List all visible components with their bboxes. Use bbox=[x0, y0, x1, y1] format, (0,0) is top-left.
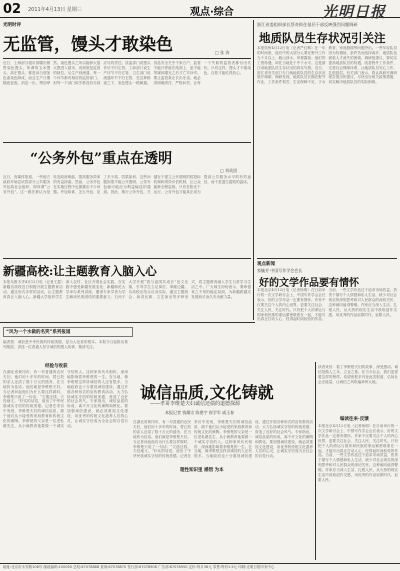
byline: □ 张 涛 bbox=[215, 50, 230, 55]
editor-note: 编者按：诚信是中华民族的传统美德，是为人处世的根本。本报今日起推出系列报道，讲述一位普通人坚守诚信的感人故事，敬请关注。 bbox=[3, 340, 128, 349]
column-tag: 光明时评 bbox=[3, 23, 21, 28]
article-body: 本报北京4月12日电（记者杨明）在日前举行的一次文学研讨会上，中国写作学会会长表示，好的文学作品一定要有情怀。作家不仅要关注个人的内心世界，更要关注社会、关注人民、关注时代。只有把个人的命运与国家和民族的命运紧密联系在一起，才能写出真正打动人心、经得起时间检验的作品。当前，一些文学作品过于追求市场效益，热衷于描写个人情感和私人生活，缺少对社会现实的深刻思考和对人民群众的深切关怀，这种倾向值得警惕。作家应当深入生活、扎根人民，从火热的现实生活中汲取创作灵感，用优秀的作品讴歌时代、讴歌人民。 bbox=[257, 288, 397, 322]
article-body: 本报杭州4月12日电（记者严红枫）在一年的时间里，他们中的大部分人要在野外工作九个月以上，跋山涉水，风餐露宿；他们的工资待遇，却在当地处于中下水平。这是浙江省地质队员生存状况的真实写照。近日，浙江省有关部门专门就地质队员的生存状况展开调研。调研发现，地质队员长期在野外作业，工作条件艰苦，生活保障不足，子女教育、家庭照顾等问题突出。一些年轻队员因为待遇低、条件苦而选择离开，地质队伍面临人才流失的困境。调研组建议，要切实提高地质队员的待遇，改善野外工作条件，完善社会保障体系，让地质队员安心工作、扎根基层。有关部门表示，将认真研究调研报告提出的建议，尽快出台相关政策措施，切实解决地质队员的实际困难。 bbox=[257, 46, 397, 85]
divider bbox=[257, 258, 397, 259]
subheading: 理性知识里 感悟 为本 bbox=[180, 468, 224, 473]
feature-headline: 诚信品质,文化铸就 bbox=[140, 383, 274, 402]
byline: □ 刘英团 bbox=[220, 168, 238, 173]
column-divider bbox=[315, 362, 316, 560]
article-body: 本报乌鲁木齐4月12日电（记者王瑟）新疆各高校近日积极开展主题教育活动，通过形式多样的活动，让主题教育真正入脑入心。新疆大学组织学生深入农村、社区开展社会实践，在实践中感受新疆发展变化；新疆师范大学举办系列讲座，邀请专家学者为学生解读民族团结的重要意义；石河子大学开展“我与祖国共成长”征文比赛，引导学生立足岗位、奉献边疆。各高校还结合自身实际，通过主题班会、演讲比赛、文艺演出等多种形式，将主题教育融入学生日常学习生活之中。广大师生纷纷表示，要珍惜来之不易的稳定局面，为新疆跨越式发展和长治久安贡献力量。 bbox=[3, 280, 251, 299]
headline: 无监管，馒头才敢染色 bbox=[3, 35, 173, 55]
feature-byline: 本报记者 钱耀宗 陈建宇 崔学军 戚玉春 bbox=[165, 410, 235, 415]
headline: 新疆高校:让主题教育入脑入心 bbox=[3, 264, 157, 278]
subheading: 经验与收获 bbox=[45, 364, 68, 369]
kicker: 浙江省委组织部长蔡奇抓住基层干部反映强烈问题调研 bbox=[257, 22, 358, 27]
article-body: 近日，上海部分超市被曝出销售染色馒头，所谓的玉米馒头、高庄馒头，都是用白面加色素染色制成，而且生产日期随意更改。消息一出，舆论哗然。染色馒头之所以能够大摇大摆进入超市，说到底是监管的缺位。从生产到流通，每一个环节都有相应的监管部门，但每一个部门似乎都没有尽到应尽的责任。质监部门说馒头作坊不归它管，工商部门说生产环节不归它管，卫生部门说流通环节不归它管，在这种推诿之下，染色馒头一路畅通。食品安全关乎千家万户，监管不能只停留在纸面上，更不能等媒体曝光之后才亡羊补牢。要让监管真正长出牙齿，就必须明确责任、严格问责，让每一个失职的监管者都付出代价。只有这样，馒头才不敢染色，百姓才能吃得放心。 bbox=[3, 61, 251, 85]
section-rule bbox=[0, 322, 255, 323]
page-footer bbox=[0, 563, 400, 571]
issue-date: 2011年4月13日 星期三 bbox=[28, 7, 82, 13]
masthead-logo: 光明日报 bbox=[322, 3, 387, 21]
sidebar-tag: 编读往来·反馈 bbox=[340, 417, 369, 422]
feature-body: 在湖北省黄冈市，有一对普通的农民夫妇，他们用十多年的时间，替已故的亲人还清了数十万元的债务，在当地传为佳话。他们就是李维楚夫妇。当记者问起他们为什么要这样做时，李维楚只说了一句话：“欠债还钱，天经地义。”朴实的话语，道出了中华民族诚实守信的传统美德。记者在采访中发现，李维楚夫妇的诚信品质，源于他们从小接受的家庭教育和传统文化的熏陶。李维楚的父亲是一位老私塾先生，从小就教育他要做一个诚实守信的人。这种家风代代相传，深深地影响着李维楚的一生。在当地，像李维楚这样讲诚信的人还有很多。当地政府也十分重视诚信建设，通过开展各种形式的宣传教育活动，大力弘扬诚实守信的传统美德，营造了良好的社会风气。专家指出，诚信品质的形成，离不开文化的熏陶和教化。要加强诚信建设，就必须重视文化建设，用优秀的传统文化滋养人们的心灵，让诚实守信成为全社会的自觉行动。 bbox=[133, 420, 313, 459]
feature-subhead: ——孝哥李维楚夫妇诚信还债的道德探源 bbox=[150, 401, 241, 407]
footer-text: 地址:北京市永安路106号 邮政编码:100050 总机:67078888 查询:67078870 发行部:67078908 广告部:67078950 定价:每月36元 零售:每份1.5元 印刷:光明日报印务中心 bbox=[3, 565, 275, 569]
sidebar-note: 读者来信：看了李维楚夫妇的故事，深受感动。诚信是做人之本，立业之基。在当今社会，我们更需要这样的榜样。希望贵报多刊登此类报道，弘扬社会正能量，让诚信之风吹遍神州大地。 bbox=[318, 365, 398, 384]
sidebar-body: 本报北京4月12日电（记者杨明）在日前举行的一次文学研讨会上，中国写作学会会长表示，好的文学作品一定要有情怀。作家不仅要关注个人的内心世界，更要关注社会、关注人民、关注时代。只有把个人的命运与国家和民族的命运紧密联系在一起，才能写出真正打动人心、经得起时间检验的作品。当前，一些文学作品过于追求市场效益，热衷于描写个人情感和私人生活，缺少对社会现实的深刻思考和对人民群众的深切关怀，这种倾向值得警惕。作家应当深入生活、扎根人民，从火热的现实生活中汲取创作灵感，用优秀的作品讴歌时代、讴歌人民。 bbox=[318, 424, 398, 482]
divider bbox=[3, 258, 251, 259]
divider bbox=[3, 58, 251, 59]
headline: “公务外包”重点在透明 bbox=[30, 151, 173, 167]
kicker: 家毓芳 中国写作学会会长 bbox=[257, 268, 303, 273]
headline: 好的文学作品要有情怀 bbox=[259, 278, 359, 289]
column-divider bbox=[253, 20, 254, 320]
divider bbox=[3, 142, 251, 143]
series-tag: “风为一个水做的名笑”系列报道 bbox=[6, 330, 71, 335]
page-header bbox=[0, 0, 400, 21]
column-tag: 观点新闻 bbox=[257, 262, 275, 267]
feature-body-left: 在湖北省黄冈市，有一对普通的农民夫妇，他们用十多年的时间，替已故的亲人还清了数十万元的债务，在当地传为佳话。他们就是李维楚夫妇。当记者问起他们为什么要这样做时，李维楚只说了一句话：“欠债还钱，天经地义。”朴实的话语，道出了中华民族诚实守信的传统美德。记者在采访中发现，李维楚夫妇的诚信品质，源于他们从小接受的家庭教育和传统文化的熏陶。李维楚的父亲是一位老私塾先生，从小就教育他要做一个诚实守信的人。这种家风代代相传，深深地影响着李维楚的一生。在当地，像李维楚这样讲诚信的人还有很多。当地政府也十分重视诚信建设，通过开展各种形式的宣传教育活动，大力弘扬诚实守信的传统美德，营造了良好的社会风气。专家指出，诚信品质的形成，离不开文化的熏陶和教化。要加强诚信建设，就必须重视文化建设，用优秀的传统文化滋养人们的心灵，让诚实守信成为全社会的自觉行动。 bbox=[3, 370, 128, 428]
article-body: 近日，有媒体报道，一些地方政府开始尝试将部分公共服务外包给社会组织，即所谓“公务外包”。这一做法被认为是转变政府职能、提高服务效率的有益探索。然而，公务外包在实施过程中也暴露出不少问题。外包给谁、怎么外包、花了多少钱、效果如何，这些问题如果不能公开透明，公务外包就可能沦为利益输送的通道。因此，推行公务外包，关键在于建立公开透明的招投标机制和绩效评估机制，让公众能够全程监督。只有在阳光下运行，公务外包才能真正成为提高公共服务水平的有效途径，而不是滋生腐败的温床。 bbox=[3, 175, 251, 194]
headline: 地质队员生存状况引关注 bbox=[259, 31, 386, 45]
page-number: 02 bbox=[3, 2, 22, 17]
section-title: 观点·综合 bbox=[190, 7, 234, 18]
